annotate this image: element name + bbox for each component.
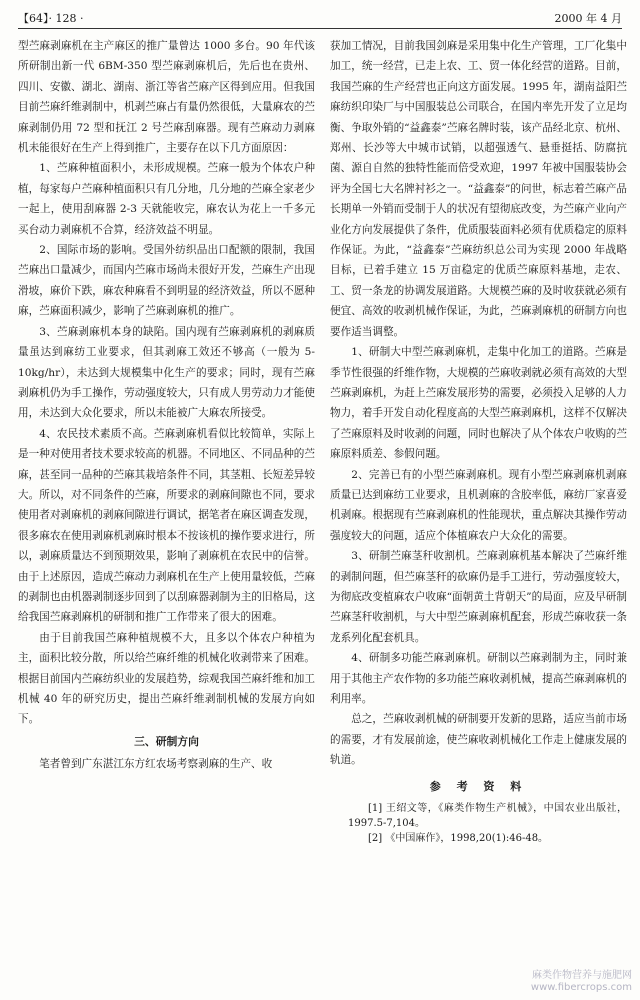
paragraph: 由于目前我国苎麻种植规模不大，且多以个体农户种植为主，面积比较分散，所以给苎麻纤维的机械化收剥带来了困难。根据目前国内苎麻纺织业的发展趋势，综观我国苎麻纤维和加工机械 40 年的研究历史，提出苎麻纤维剥制机械的发展方向如下。 <box>18 631 315 726</box>
paragraph: 4、研制多功能苎麻剥麻机。研制以苎麻剥制为主，同时兼用于其他主产农作物的多功能苎麻收剥机械，提高苎麻剥麻机的利用率。 <box>330 652 627 705</box>
paragraph: 1、研制大中型苎麻剥麻机，走集中化加工的道路。苎麻是季节性很强的纤维作物，大规模的苎麻收剥就必须有高效的大型苎麻剥麻机，为赶上苎麻发展形势的需要，必须投入足够的人力物力，着手开发自动化程度高的大型苎麻剥麻机，这样不仅解决了苎麻原料及时收剥的问题，同时也解决了从个体农户收购的苎麻原料质差、参假问题。 <box>330 346 627 461</box>
section-title: 三、研制方向 <box>134 734 199 748</box>
right-column <box>330 36 627 846</box>
references-title: 参 考 资 料 <box>429 779 528 793</box>
watermark-title: 麻类作物营养与施肥网 <box>532 970 632 981</box>
reference-item: [2] 《中国麻作》，1998,20(1):46-48。 <box>368 833 549 845</box>
paragraph: 2、国际市场的影响。受国外纺织品出口配额的限制，我国苎麻出口量减少，而国内苎麻市场尚未很好开发，苎麻生产出现滑坡，麻价下跌，麻农种麻看不到明显的经济效益，所以不愿种麻，苎麻面积减少，影响了苎麻剥麻机的推广。 <box>18 244 315 318</box>
paragraph: 获加工情况，目前我国剑麻是采用集中化生产管理，工厂化集中加工，统一经营，已走上农、工、贸一体化经营的道路。目前，我国苎麻的生产经营也正向这方面发展。1995 年，湖南益阳苎麻纺织印染厂与中国服装总公司联合，在国内率先开发了立足均衡、争取外销的“益鑫泰”苎麻名牌时装，该产品经北京、杭州、郑州、长沙等大中城市试销，以超强透气、悬垂挺括、防腐抗菌、源自自然的独特性能而倍受欢迎，1997 年被中国服装协会评为全国七大名牌衬衫之一。“益鑫泰”的问世，标志着苎麻产品长期单一外销而受制于人的状况有望彻底改变，为苎麻产业向产业化方向发展提供了条件，优质服装面料必须有优质稳定的原料作保证。为此，“益鑫泰”苎麻纺织总公司为实现 2000 年战略目标，已着手建立 15 万亩稳定的优质苎麻原料基地，走农、工、贸一条龙的协调发展道路。大规模苎麻的及时收获就必须有便宜、高效的收剥机械作保证，为此，苎麻剥麻机的研制方向也要作适当调整。 <box>330 40 627 338</box>
header-page-number: 【64】· 128 · <box>18 12 84 25</box>
header-date: 2000 年 4 月 <box>554 12 622 25</box>
paragraph: 笔者曾到广东湛江东方红农场考察剥麻的生产、收 <box>39 758 273 771</box>
paragraph: 3、研制苎麻茎秆收割机。苎麻剥麻机基本解决了苎麻纤维的剥制问题，但苎麻茎秆的砍麻仍是手工进行，劳动强度较大，为彻底改变植麻农户收麻“面朝黄土背朝天”的局面，应及早研制苎麻茎秆收割机，与大中型苎麻剥麻机配套，形成苎麻收获一条龙系列化配套机具。 <box>330 550 627 644</box>
paragraph: 总之，苎麻收剥机械的研制要开发新的思路，适应当前市场的需要，才有发展前途，使苎麻收剥机械化工作走上健康发展的轨道。 <box>330 713 627 767</box>
paragraph: 3、苎麻剥麻机本身的缺陷。国内现有苎麻剥麻机的剥麻质量虽达到麻纺工业要求，但其剥麻工效还不够高（一般为 5-10kg/hr），未达到大规模集中化生产的要求；同时，现有苎麻剥麻机仍为手工操作，劳动强度较大，只有成人男劳动力才能使用，未达到大众化要求，所以未能被广大麻农所接受。 <box>18 325 315 420</box>
reference-item: [1] 王绍文等，《麻类作物生产机械》，中国农业出版社，1997.5-7,104。 <box>348 803 627 830</box>
paragraph: 2、完善已有的小型苎麻剥麻机。现有小型苎麻剥麻机剥麻质量已达到麻纺工业要求，且机剥麻的含胶率低，麻纺厂家喜爱机剥麻。根据现有苎麻剥麻机的性能现状，重点解决其操作劳动强度较大的问题，适应个体植麻农户大众化的需要。 <box>330 468 627 542</box>
left-column <box>18 36 315 775</box>
paragraph: 1、苎麻种植面积小，未形成规模。苎麻一般为个体农户种植，每家每户苎麻种植面积只有几分地，几分地的苎麻全家老少一起上，使用刮麻器 2-3 天就能收完，麻农认为花上一千多元买台动力剥麻机不合算，经济效益不明显。 <box>18 162 315 236</box>
watermark-url: www.fibercrops.com <box>530 982 632 993</box>
site-watermark <box>531 970 632 994</box>
paragraph: 型苎麻剥麻机在主产麻区的推广量曾达 1000 多台。90 年代该所研制出新一代 6BM-350 型苎麻剥麻机后，先后也在贵州、四川、安徽、湖北、湖南、浙江等省苎麻产区得到应用。但我国目前苎麻纤维剥制中，机剥苎麻占有量仍然很低，大量麻农的苎麻剥制仍用 72 型和抚江 2 号苎麻刮麻器。现有苎麻动力剥麻机未能很好在生产上得到推广，主要存在以下几方面原因： <box>18 40 315 155</box>
paragraph: 4、农民技术素质不高。苎麻剥麻机看似比较简单，实际上是一种对使用者技术要求较高的机器。不同地区、不同品种的苎麻，甚至同一品种的苎麻其栽培条件不同，其茎粗、长短差异较大。所以，对不同条件的苎麻，所要求的剥麻间隙也不同，要求使用者对剥麻机的剥麻间隙进行调试，据笔者在麻区调查发现，很多麻农在使用剥麻机剥麻时根本不按该机的操作要求进行，所以，剥麻质量达不到预期效果，影响了剥麻机在农民中的信誉。由于上述原因，造成苎麻动力剥麻机在生产上使用量较低，苎麻的剥制也由机器剥制逐步回到了以刮麻器剥制为主的旧格局，这给我国苎麻剥麻机的研制和推广工作带来了很大的困难。 <box>18 427 315 624</box>
page-header <box>18 8 622 29</box>
